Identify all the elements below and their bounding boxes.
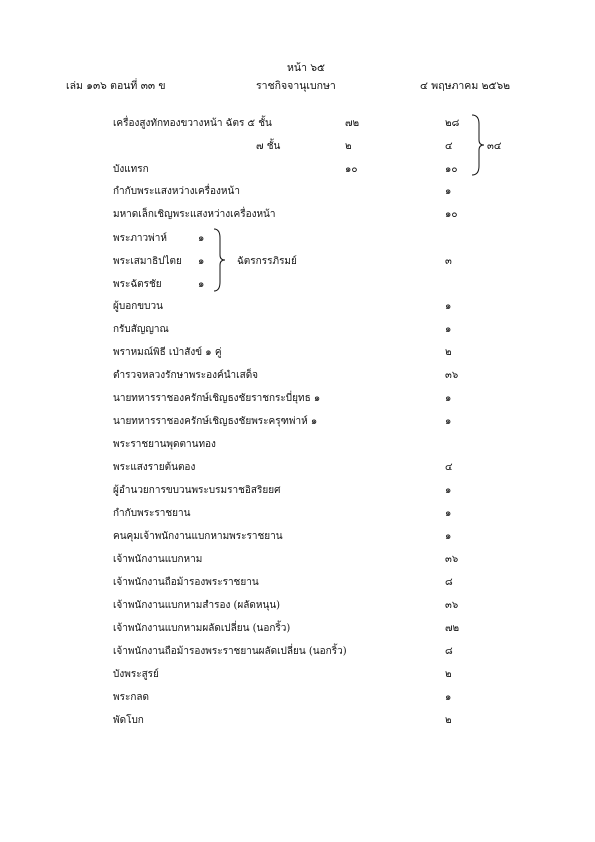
row-label: พัดโบก: [113, 715, 144, 726]
row-total: ๑๐: [445, 209, 458, 220]
icon-item-label: พระภาวพ่าห์: [113, 233, 167, 244]
row-label: พระแสงรายต้นตอง: [113, 462, 196, 473]
row-label: นายทหารราชองครักษ์เชิญธงชัยพระครุฑพ่าห์ ๑: [113, 416, 318, 427]
row-total: ๑: [445, 301, 452, 312]
row-total: ๒: [445, 715, 452, 726]
icon-item-count: ๑: [198, 279, 205, 290]
icon-item-count: ๑: [198, 256, 205, 267]
row-label: เจ้าพนักงานแบกหามผลัดเปลี่ยน (นอกริ้ว): [113, 623, 291, 634]
row-label: กำกับพระแสงหว่างเครื่องหน้า: [113, 186, 240, 197]
row-label: พราหมณ์พิธี เป่าสังข์ ๑ คู่: [113, 347, 222, 358]
row-label: ตำรวจหลวงรักษาพระองค์นำเสด็จ: [113, 370, 259, 381]
row-screen-total: ๑๐: [445, 164, 458, 175]
row-total: ๑: [445, 416, 452, 427]
row-total: ๑: [445, 508, 452, 519]
row-total: ๘: [445, 577, 453, 588]
row-screen-count: ๑๐: [345, 164, 358, 175]
row-total: ๔: [445, 462, 453, 473]
row-label: คนคุมเจ้าพนักงานแบกหามพระราชยาน: [113, 531, 283, 542]
row-label: บังพระสูรย์: [113, 669, 159, 680]
row-total: ๗๒: [445, 623, 460, 634]
row-total: ๒: [445, 669, 452, 680]
row-label: กรับสัญญาณ: [113, 324, 169, 335]
icon-item-label: พระเสมาธิปไตย: [113, 256, 182, 267]
umbrella-label: เครื่องสูงทักทองขวางหน้า ฉัตร ๕ ชั้น: [113, 118, 272, 129]
umbrella-tier7-label: ๗ ชั้น: [256, 141, 281, 152]
row-label: นายทหารราชองครักษ์เชิญธงชัยราชกระบี่ยุทธ ๑: [113, 393, 321, 404]
gazette-title: ราชกิจจานุเบกษา: [256, 80, 336, 92]
icon-item-label: พระฉัตรชัย: [113, 279, 162, 290]
row-total: ๓๖: [445, 370, 459, 381]
umbrella-tier5-total: ๒๘: [445, 118, 460, 129]
row-total: ๑: [445, 531, 452, 542]
row-label: ผู้บอกขบวน: [113, 301, 163, 312]
row-label: เจ้าพนักงานแบกหาม: [113, 554, 203, 565]
row-total: ๒: [445, 347, 452, 358]
row-screen-label: บังแทรก: [113, 164, 149, 175]
flags-brace: [212, 228, 228, 292]
umbrella-tier7-total: ๔: [445, 141, 453, 152]
row-label: กำกับพระราชยาน: [113, 508, 191, 519]
umbrella-tier7-count: ๒: [345, 141, 352, 152]
row-total: ๘: [445, 646, 453, 657]
page-number: หน้า ๖๕: [287, 62, 325, 74]
row-total: ๓๖: [445, 554, 459, 565]
icon-item-count: ๑: [198, 233, 205, 244]
row-total: ๓๖: [445, 600, 459, 611]
flags-group-total: ๓: [445, 256, 452, 267]
row-total: ๑: [445, 186, 452, 197]
row-label: ผู้อำนวยการขบวนพระบรมราชอิสริยยศ: [113, 485, 281, 496]
umbrella-brace: [470, 114, 486, 176]
row-total: ๑: [445, 324, 452, 335]
row-total: ๑: [445, 393, 452, 404]
row-label: พระราชยานพุดตานทอง: [113, 439, 216, 450]
row-label: เจ้าพนักงานถือม้ารองพระราชยานผลัดเปลี่ยน (นอกริ้ว): [113, 646, 347, 657]
row-label: เจ้าพนักงานแบกหามสำรอง (ผลัดหนุน): [113, 600, 281, 611]
row-label: เจ้าพนักงานถือม้ารองพระราชยาน: [113, 577, 259, 588]
row-label: มหาดเล็กเชิญพระแสงหว่างเครื่องหน้า: [113, 209, 276, 220]
row-total: ๑: [445, 485, 452, 496]
row-label: พระกลด: [113, 692, 150, 703]
issue-date: ๔ พฤษภาคม ๒๕๖๒: [420, 80, 511, 92]
volume-issue: เล่ม ๑๓๖ ตอนที่ ๓๓ ข: [66, 80, 166, 92]
flags-group-label: ฉัตรกรรภิรมย์: [237, 256, 297, 267]
umbrella-bracket-total: ๓๔: [487, 141, 502, 152]
row-total: ๑: [445, 692, 452, 703]
umbrella-tier5-count: ๗๒: [345, 118, 360, 129]
